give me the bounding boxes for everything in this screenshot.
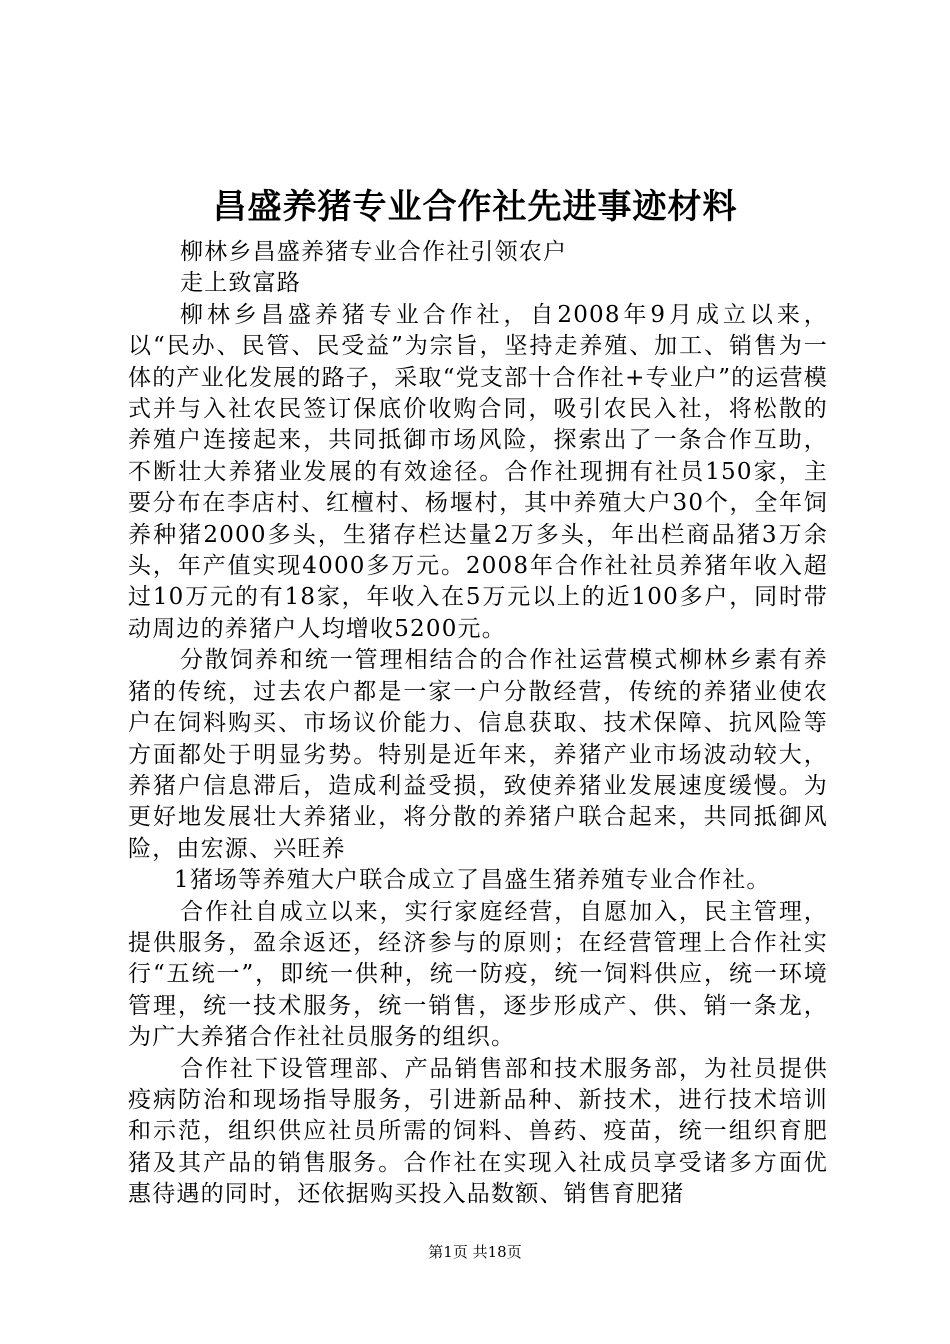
page-number-footer: 第1页 共18页	[428, 1243, 522, 1261]
subtitle-line-1: 柳林乡昌盛养猪专业合作社引领农户	[180, 239, 568, 265]
paragraph-5: 合作社下设管理部、产品销售部和技术服务部，为社员提供疫病防治和现场指导服务，引进新品种、新技术，进行技术培训和示范，组织供应社员所需的饲料、兽药、疫苗，统一组织育肥猪及其产品的销售服务。合作社在实现入社成员享受诸多方面优惠待遇的同时，还依据购买投入品数额、销售育肥猪	[128, 1055, 828, 1208]
document-title: 昌盛养猪专业合作社先进事迹材料	[212, 187, 738, 227]
paragraph-4: 合作社自成立以来，实行家庭经营，自愿加入，民主管理，提供服务，盈余返还，经济参与的原则；在经营管理上合作社实行“五统一”，即统一供种，统一防疫，统一饲料供应，统一环境管理，统一技术服务，统一销售，逐步形成产、供、销一条龙，为广大养猪合作社社员服务的组织。	[128, 898, 828, 1051]
paragraph-1: 柳林乡昌盛养猪专业合作社，自2008年9月成立以来，以“民办、民管、民受益”为宗旨，坚持走养殖、加工、销售为一体的产业化发展的路子，采取“党支部十合作社+专业户”的运营模式并与入社农民签订保底价收购合同，吸引农民入社，将松散的养殖户连接起来，共同抵御市场风险，探索出了一条合作互助，不断壮大养猪业发展的有效途径。合作社现拥有社员150家，主要分布在李店村、红檀村、杨堰村，其中养殖大户30个，全年饲养种猪2000多头，生猪存栏达量2万多头，年出栏商品猪3万余头，年产值实现4000多万元。2008年合作社社员养猪年收入超过10万元的有18家，年收入在5万元以上的近100多户，同时带动周边的养猪户人均增收5200元。	[128, 301, 828, 642]
document-body	[128, 237, 828, 1211]
paragraph-2: 分散饲养和统一管理相结合的合作社运营模式柳林乡素有养猪的传统，过去农户都是一家一户分散经营，传统的养猪业使农户在饲料购买、市场议价能力、信息获取、技术保障、抗风险等方面都处于明显劣势。特别是近年来，养猪产业市场波动较大，养猪户信息滞后，造成利益受损，致使养猪业发展速度缓慢。为更好地发展壮大养猪业，将分散的养猪户联合起来，共同抵御风险，由宏源、兴旺养	[128, 647, 828, 862]
subtitle-line-2: 走上致富路	[180, 270, 301, 297]
paragraph-3: 1猪场等养殖大户联合成立了昌盛生猪养殖专业合作社。	[174, 867, 771, 894]
